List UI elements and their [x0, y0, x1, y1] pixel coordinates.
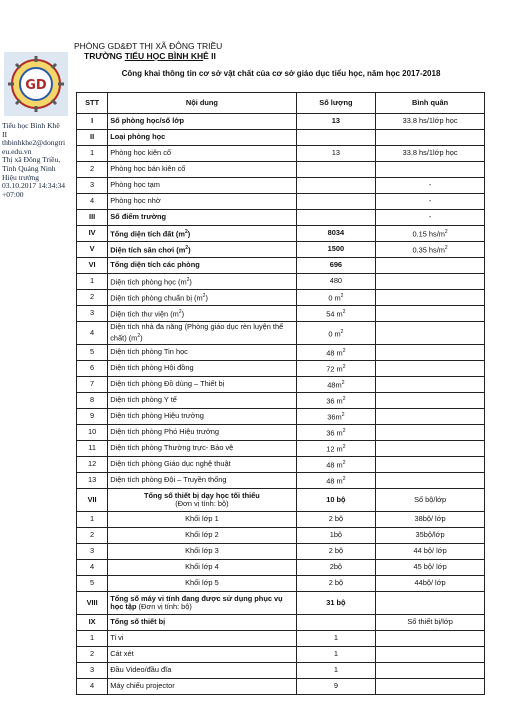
cell-stt: 5: [77, 345, 108, 361]
table-row: [77, 393, 485, 409]
column-header-content: Nội dung: [108, 93, 296, 114]
cell-stt: 2: [77, 647, 108, 663]
cell-quantity: 10 bộ: [296, 489, 376, 512]
cell-quantity: 54 $m^2$: [296, 306, 376, 322]
cell-quantity: $48m^2$: [296, 377, 376, 393]
cell-average: 38bộ/ lớp: [376, 512, 485, 528]
table-row: [77, 130, 485, 146]
cell-content: Khối lớp 3: [108, 544, 296, 560]
cell-average: [376, 306, 485, 322]
cell-content: Diện tích phòng Phó Hiệu trưởng: [108, 425, 296, 441]
cell-quantity: [296, 130, 376, 146]
cell-stt: 2: [77, 290, 108, 306]
cell-average: 0.35 $hs/m^2$: [376, 242, 485, 258]
signature-line: eu.edu.vn: [2, 146, 32, 156]
cell-average: [376, 130, 485, 146]
cell-stt: 6: [77, 361, 108, 377]
cell-quantity: [296, 178, 376, 194]
table-header-row: [77, 93, 485, 114]
cell-quantity: [296, 162, 376, 178]
cell-stt: 12: [77, 457, 108, 473]
cell-content: Khối lớp 5: [108, 576, 296, 592]
signature-line: +07:00: [2, 189, 24, 199]
table-row: [77, 409, 485, 425]
cell-content: Khối lớp 4: [108, 560, 296, 576]
cell-average: [376, 425, 485, 441]
table-row: [77, 560, 485, 576]
cell-quantity: 36 $m^2$: [296, 425, 376, 441]
cell-quantity: 1500: [296, 242, 376, 258]
cell-average: [376, 162, 485, 178]
signature-line: Hiệu trưởng: [2, 172, 40, 182]
cell-stt: 7: [77, 377, 108, 393]
table-row: [77, 473, 485, 489]
cell-stt: 1: [77, 512, 108, 528]
cell-average: [376, 473, 485, 489]
cell-average: [376, 361, 485, 377]
table-row: [77, 615, 485, 631]
cell-average: -: [376, 178, 485, 194]
cell-quantity: [296, 615, 376, 631]
table-row: [77, 274, 485, 290]
cell-quantity: 72 $m^2$: [296, 361, 376, 377]
cell-stt: 9: [77, 409, 108, 425]
cell-content: Tổng số máy vi tính đang được sử dụng phục vụ học tập (Đơn vị tính: bộ): [108, 592, 296, 615]
cell-average: 35bộ/lớp: [376, 528, 485, 544]
signature-line: 03.10.2017 14:34:34: [2, 181, 66, 191]
table-row: [77, 528, 485, 544]
cell-quantity: 1: [296, 631, 376, 647]
cell-content: Diện tích phòng Y tế: [108, 393, 296, 409]
table-row: [77, 679, 485, 695]
cell-content: Phòng học tạm: [108, 178, 296, 194]
cell-content: Phòng học kiên cố: [108, 146, 296, 162]
cell-average: 33.8 hs/1lớp học: [376, 146, 485, 162]
department-name: PHÒNG GD&ĐT THỊ XÃ ĐÔNG TRIỀU: [74, 41, 223, 51]
cell-stt: 13: [77, 473, 108, 489]
table-row: [77, 361, 485, 377]
cell-average: Số thiết bị/lớp: [376, 615, 485, 631]
document-title: Công khai thông tin cơ sở vật chất của cơ sở giáo dục tiểu học, năm học 2017-2018: [121, 69, 441, 78]
table-row: [77, 631, 485, 647]
table-row: [77, 178, 485, 194]
cell-stt: IV: [77, 226, 108, 242]
cell-content: Số điểm trường: [108, 210, 296, 226]
cell-content: Diện tích phòng Tin học: [108, 345, 296, 361]
table-row: [77, 114, 485, 130]
cell-average: 44 bộ/ lớp: [376, 544, 485, 560]
cell-stt: 1: [77, 146, 108, 162]
cell-average: [376, 393, 485, 409]
cell-content: Diện tích nhà đa năng (Phòng giáo dục rèn luyện thể chất) $(m^2)$: [108, 322, 296, 345]
cell-content: Diện tích phòng Hội đồng: [108, 361, 296, 377]
cell-quantity: 36 $m^2$: [296, 393, 376, 409]
cell-quantity: 2 bộ: [296, 576, 376, 592]
cell-average: 33.8 hs/1lớp học: [376, 114, 485, 130]
signature-line: II: [2, 129, 8, 139]
cell-stt: V: [77, 242, 108, 258]
cell-content: Diện tích phòng Đội – Truyền thống: [108, 473, 296, 489]
cell-stt: 3: [77, 544, 108, 560]
cell-stt: I: [77, 114, 108, 130]
cell-stt: 3: [77, 663, 108, 679]
cell-quantity: 12 $m^2$: [296, 441, 376, 457]
cell-stt: III: [77, 210, 108, 226]
cell-quantity: 696: [296, 258, 376, 274]
cell-stt: 3: [77, 178, 108, 194]
cell-stt: 4: [77, 560, 108, 576]
school-seal-icon: [4, 52, 68, 116]
table-row: [77, 425, 485, 441]
cell-stt: 2: [77, 528, 108, 544]
cell-stt: 5: [77, 576, 108, 592]
table-row: [77, 345, 485, 361]
cell-quantity: 1: [296, 647, 376, 663]
table-row: [77, 576, 485, 592]
cell-content: Diện tích thư viện $(m^2)$: [108, 306, 296, 322]
cell-average: [376, 592, 485, 615]
cell-quantity: [296, 210, 376, 226]
cell-content: Máy chiếu projector: [108, 679, 296, 695]
cell-stt: 1: [77, 274, 108, 290]
table-row: [77, 544, 485, 560]
column-header-average: Bình quân: [376, 93, 485, 114]
cell-content: Diện tích phòng Giáo dục nghệ thuật: [108, 457, 296, 473]
column-header-stt: STT: [77, 93, 108, 114]
cell-quantity: 13: [296, 146, 376, 162]
cell-average: [376, 377, 485, 393]
cell-average: [376, 290, 485, 306]
cell-stt: 4: [77, 322, 108, 345]
cell-stt: VI: [77, 258, 108, 274]
cell-content: Diện tích sân chơi $(m^2)$: [108, 242, 296, 258]
cell-content: Diện tích phòng chuẩn bị $(m^2)$: [108, 290, 296, 306]
cell-stt: 4: [77, 679, 108, 695]
cell-average: -: [376, 210, 485, 226]
cell-quantity: 48 $m^2$: [296, 473, 376, 489]
cell-content: Tổng số thiết bị dạy học tối thiểu (Đơn vị tính: bộ): [108, 489, 296, 512]
cell-average: Số bộ/lớp: [376, 489, 485, 512]
cell-quantity: 0 $m^2$: [296, 322, 376, 345]
cell-average: [376, 409, 485, 425]
cell-quantity: 2 bộ: [296, 544, 376, 560]
cell-average: [376, 647, 485, 663]
cell-content: Tổng diện tích các phòng: [108, 258, 296, 274]
cell-content: Diện tích phòng học $(m^2)$: [108, 274, 296, 290]
cell-quantity: [296, 194, 376, 210]
cell-content-note: (Đơn vị tính: bộ): [136, 602, 192, 611]
cell-quantity: 480: [296, 274, 376, 290]
cell-quantity: 13: [296, 114, 376, 130]
cell-average: 0.15 $hs/m^2$: [376, 226, 485, 242]
table-row: [77, 306, 485, 322]
cell-average: [376, 631, 485, 647]
signature-line: Tiểu học Bình Khê: [2, 121, 60, 130]
cell-average: [376, 679, 485, 695]
cell-stt: 8: [77, 393, 108, 409]
school-name: TRƯỜNG TIỂU HỌC BÌNH KHÊ II: [84, 51, 216, 61]
table-row: [77, 226, 485, 242]
cell-average: [376, 274, 485, 290]
cell-content: Đầu Video/đầu đĩa: [108, 663, 296, 679]
cell-stt: 10: [77, 425, 108, 441]
table-row: [77, 457, 485, 473]
cell-average: -: [376, 194, 485, 210]
cell-average: [376, 258, 485, 274]
table-row: [77, 322, 485, 345]
cell-quantity: $36m^2$: [296, 409, 376, 425]
cell-content: Số phòng học/số lớp: [108, 114, 296, 130]
cell-content: Diện tích phòng Thường trực- Bảo vệ: [108, 441, 296, 457]
cell-quantity: 48 $m^2$: [296, 457, 376, 473]
cell-stt: VIII: [77, 592, 108, 615]
cell-content: Cát xét: [108, 647, 296, 663]
table-row: [77, 377, 485, 393]
cell-content: Khối lớp 1: [108, 512, 296, 528]
cell-content: Phòng học nhờ: [108, 194, 296, 210]
table-row: [77, 290, 485, 306]
cell-quantity: 8034: [296, 226, 376, 242]
cell-average: [376, 663, 485, 679]
cell-quantity: 0 $m^2$: [296, 290, 376, 306]
cell-content: Khối lớp 2: [108, 528, 296, 544]
table-row: [77, 441, 485, 457]
cell-average: [376, 322, 485, 345]
cell-content-note: (Đơn vị tính: bộ): [175, 499, 229, 508]
cell-stt: 11: [77, 441, 108, 457]
signature-line: Thị xã Đông Triều,: [2, 155, 61, 165]
table-row: [77, 162, 485, 178]
table-row: [77, 146, 485, 162]
cell-average: [376, 457, 485, 473]
cell-stt: VII: [77, 489, 108, 512]
table-row: [77, 258, 485, 274]
column-header-quantity: Số lượng: [296, 93, 376, 114]
cell-stt: 4: [77, 194, 108, 210]
cell-quantity: 48 $m^2$: [296, 345, 376, 361]
cell-content: Phòng học bán kiên cố: [108, 162, 296, 178]
cell-average: 45 bộ/ lớp: [376, 560, 485, 576]
cell-quantity: 1bộ: [296, 528, 376, 544]
table-row: [77, 194, 485, 210]
signature-line: Tỉnh Quảng Ninh: [2, 163, 56, 173]
signature-line: thbinhkhe2@dongtri: [2, 138, 66, 148]
cell-stt: II: [77, 130, 108, 146]
cell-quantity: 9: [296, 679, 376, 695]
cell-content: Loại phòng học: [108, 130, 296, 146]
table-row: [77, 647, 485, 663]
cell-content: Diện tích phòng Hiệu trưởng: [108, 409, 296, 425]
cell-stt: IX: [77, 615, 108, 631]
facilities-table: [76, 92, 485, 695]
cell-quantity: 31 bộ: [296, 592, 376, 615]
table-row: [77, 489, 485, 512]
table-row: [77, 663, 485, 679]
digital-signature-block: [2, 52, 74, 199]
cell-average: [376, 345, 485, 361]
cell-content: Diện tích phòng Đồ dùng – Thiết bị: [108, 377, 296, 393]
cell-stt: 3: [77, 306, 108, 322]
table-row: [77, 592, 485, 615]
cell-content: Tổng số thiết bị: [108, 615, 296, 631]
svg-text:GD: GD: [25, 78, 47, 93]
cell-average: [376, 441, 485, 457]
cell-content: Tổng diện tích đất $(m^2)$: [108, 226, 296, 242]
cell-quantity: 2bộ: [296, 560, 376, 576]
table-row: [77, 242, 485, 258]
cell-average: 44bộ/ lớp: [376, 576, 485, 592]
cell-quantity: 2 bộ: [296, 512, 376, 528]
cell-stt: 1: [77, 631, 108, 647]
cell-quantity: 1: [296, 663, 376, 679]
cell-content: Ti vi: [108, 631, 296, 647]
cell-stt: 2: [77, 162, 108, 178]
table-row: [77, 512, 485, 528]
table-row: [77, 210, 485, 226]
